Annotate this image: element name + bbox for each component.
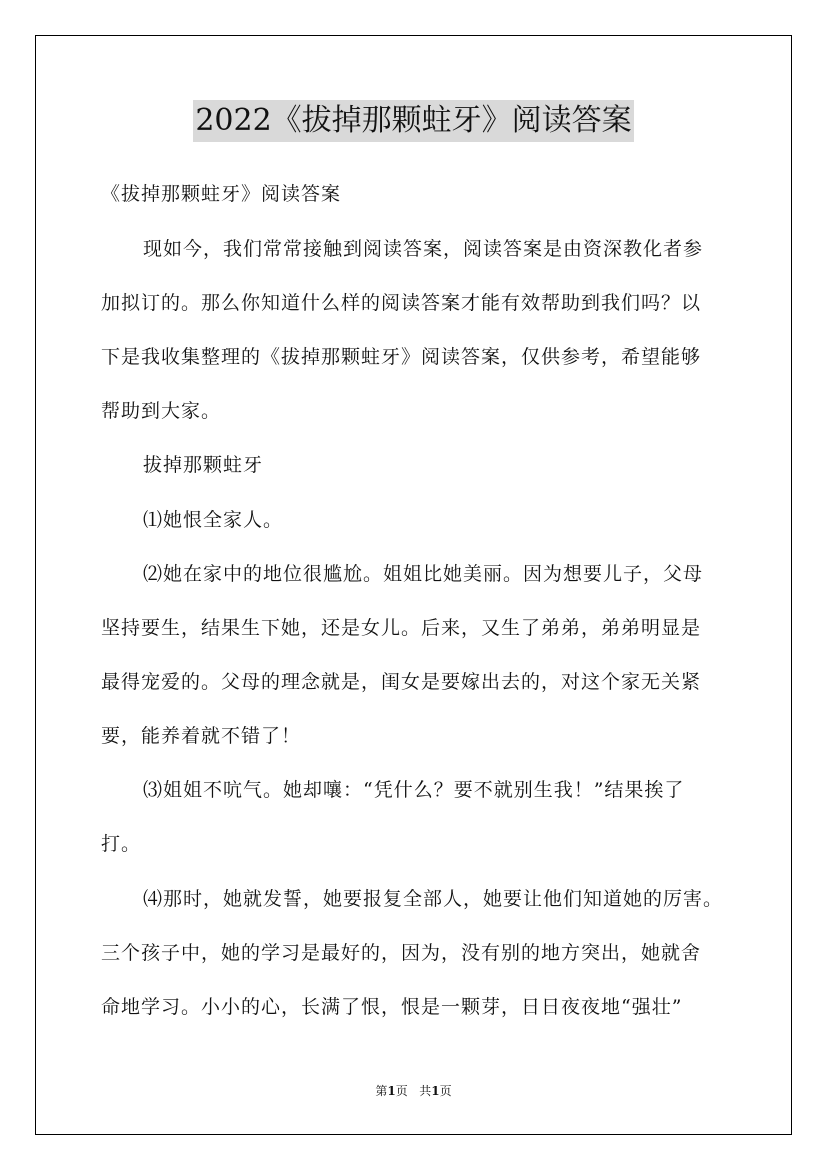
paragraph-line: ⑷那时，她就发誓，她要报复全部人，她要让他们知道她的厉害。	[143, 888, 724, 910]
footer-label-pre: 第	[375, 1084, 388, 1098]
paragraph-line: 帮助到大家。	[101, 400, 222, 422]
paragraph-line: 最得宠爱的。父母的理念就是，闺女是要嫁出去的，对这个家无关紧	[101, 671, 702, 693]
document-subtitle: 《拔掉那颗蛀牙》阅读答案	[101, 183, 342, 205]
paragraph-line: 下是我收集整理的《拔掉那颗蛀牙》阅读答案，仅供参考，希望能够	[101, 346, 702, 368]
footer-label-mid: 页 共	[395, 1084, 432, 1098]
paragraph-line: 命地学习。小小的心，长满了恨，恨是一颗芽，日日夜夜地“强壮”	[101, 996, 683, 1018]
footer-page-current: 1	[387, 1084, 396, 1098]
footer-page-total: 1	[431, 1084, 440, 1098]
paragraph-line: 现如今，我们常常接触到阅读答案，阅读答案是由资深教化者参	[143, 238, 704, 260]
paragraph-line: ⑵她在家中的地位很尴尬。姐姐比她美丽。因为想要儿子，父母	[143, 563, 704, 585]
paragraph-line: 加拟订的。那么你知道什么样的阅读答案才能有效帮助到我们吗？以	[101, 292, 702, 314]
footer-label-post: 页	[439, 1084, 452, 1098]
document-title: 2022《拔掉那颗蛀牙》阅读答案	[193, 100, 633, 142]
paragraph-line: 三个孩子中，她的学习是最好的，因为，没有别的地方突出，她就舍	[101, 942, 702, 964]
title-container	[0, 100, 827, 142]
paragraph-line: ⑴她恨全家人。	[143, 509, 284, 531]
paragraph-line: 坚持要生，结果生下她，还是女儿。后来，又生了弟弟，弟弟明显是	[101, 617, 702, 639]
paragraph-line: 打。	[101, 833, 142, 855]
section-heading: 拔掉那颗蛀牙	[143, 454, 264, 476]
paragraph-line: 要，能养着就不错了！	[101, 725, 302, 747]
paragraph-line: ⑶姐姐不吭气。她却嚷：“凭什么？要不就别生我！”结果挨了	[143, 779, 685, 801]
page-footer	[0, 1083, 827, 1099]
